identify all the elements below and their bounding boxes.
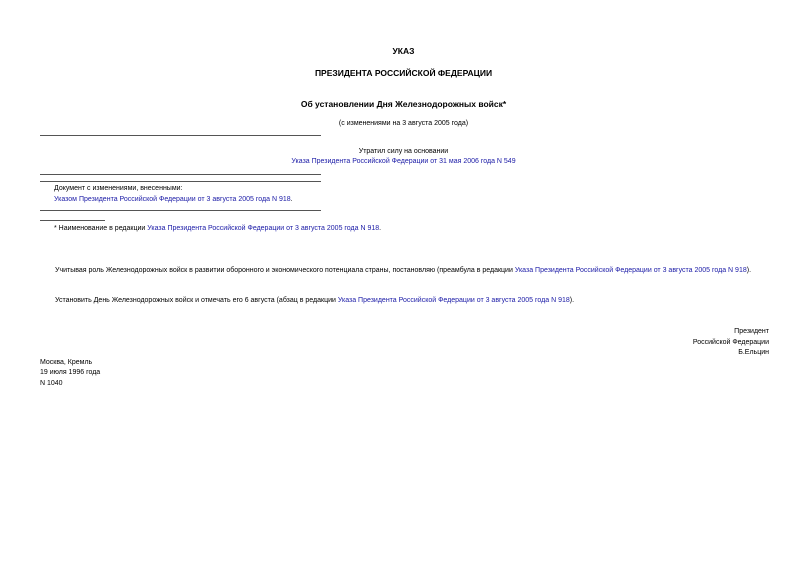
divider xyxy=(40,174,321,175)
footnote: * Наименование в редакции Указа Президента Российской Федерации от 3 августа 2005 года N 918. xyxy=(54,225,382,232)
issuer-title: ПРЕЗИДЕНТА РОССИЙСКОЙ ФЕДЕРАЦИИ xyxy=(314,68,493,78)
signature-position: Президент xyxy=(734,328,769,335)
footnote-divider xyxy=(40,220,105,221)
preamble-text: Учитывая роль Железнодорожных войск в развитии оборонного и экономического потенциала страны, постановляю (преамбула в редакции xyxy=(55,267,515,274)
repeal-decree-link[interactable]: Указа Президента Российской Федерации от 31 мая 2006 года N 549 xyxy=(291,158,516,165)
preamble-paragraph: Учитывая роль Железнодорожных войск в развитии оборонного и экономического потенциала страны, постановляю (преамбула в редакции Указа Президента Российской Федерации от 3 августа 2005 года N 918). xyxy=(55,267,752,274)
article-paragraph: Установить День Железнодорожных войск и отмечать его 6 августа (абзац в редакции Указа Президента Российской Федерации от 3 августа 2005 года N 918). xyxy=(55,297,575,304)
signature-country: Российской Федерации xyxy=(692,339,769,346)
repeal-label: Утратил силу на основании xyxy=(358,148,449,155)
footnote-decree-link[interactable]: Указа Президента Российской Федерации от 3 августа 2005 года N 918 xyxy=(147,225,380,232)
divider xyxy=(40,210,321,211)
changes-decree-link[interactable]: Указом Президента Российской Федерации от 3 августа 2005 года N 918 xyxy=(54,196,291,203)
changes-label: Документ с изменениями, внесенными: xyxy=(54,185,183,192)
signing-place: Москва, Кремль xyxy=(40,359,93,366)
amendments-note: (с изменениями на 3 августа 2005 года) xyxy=(338,120,469,127)
changes-line: Указом Президента Российской Федерации от 3 августа 2005 года N 918. xyxy=(54,196,293,203)
article-decree-link[interactable]: Указа Президента Российской Федерации от 3 августа 2005 года N 918 xyxy=(337,297,570,304)
divider xyxy=(40,181,321,182)
decree-number: N 1040 xyxy=(40,380,63,387)
preamble-decree-link[interactable]: Указа Президента Российской Федерации от 3 августа 2005 года N 918 xyxy=(514,267,747,274)
document-subject: Об установлении Дня Железнодорожных войск* xyxy=(300,99,507,109)
footnote-prefix: * Наименование в редакции xyxy=(54,225,148,232)
signing-date: 19 июля 1996 года xyxy=(40,369,101,376)
divider xyxy=(40,135,321,136)
document-type-title: УКАЗ xyxy=(392,46,415,56)
article-text: Установить День Железнодорожных войск и отмечать его 6 августа (абзац в редакции xyxy=(55,297,338,304)
signature-name: Б.Ельцин xyxy=(738,349,769,356)
